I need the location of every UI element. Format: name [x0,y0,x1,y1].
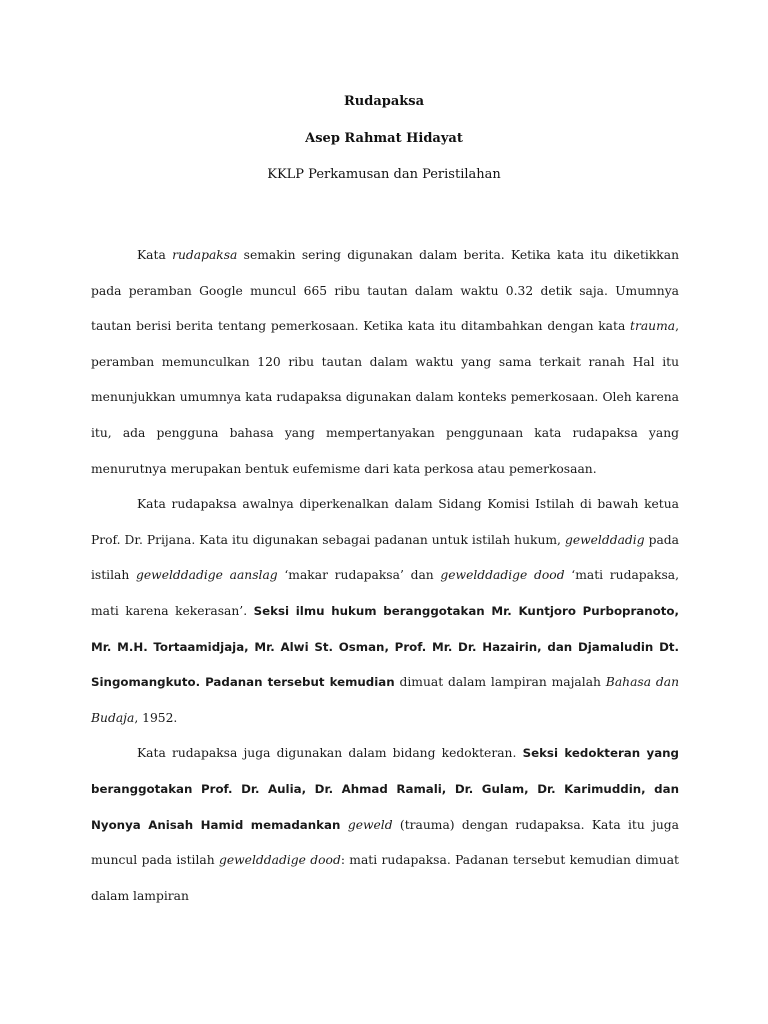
italic-term: trauma [630,319,676,334]
text-run: dimuat dalam lampiran majalah [394,675,606,690]
text-run: (trauma) dengan rudapaksa. Kata itu juga muncul pada istilah [91,817,680,868]
italic-term: Bahasa dan Budaja [91,675,679,725]
bold-run: Seksi ilmu hukum beranggotakan Mr. Kuntjoro Purbopranoto, Mr. M.H. Tortaamidjaja, Mr. Alwi St. Osman, Prof. Mr. Dr. Hazairin, dan Djamaludin Dt. Singomangkuto. Padanan tersebut kemudian [91,603,679,690]
document-title: Rudapaksa [343,94,425,109]
bold-run: Seksi kedokteran yang beranggotakan Prof. Dr. Aulia, Dr. Ahmad Ramali, Dr. Gulam, Dr. Karimuddin, dan Nyonya Anisah Hamid memadankan [91,746,680,832]
author-name: Asep Rahmat Hidayat [305,131,463,146]
text-run: , peramban memunculkan 120 ribu tautan dalam waktu yang sama terkait ranah Hal itu menunjukkan umumnya kata rudapaksa digunakan dalam konteks pemerkosaan. Oleh karena itu, ada pengguna bahasa yang mempertanyakan penggunaan kata rudapaksa yang menurutnya merupakan bentuk eufemisme dari kata perkosa atau pemerkosaan. [91,319,679,476]
affiliation: KKLP Perkamusan dan Peristilahan [267,167,501,182]
italic-term: geweld [347,817,393,832]
document-body [91,238,679,914]
text-run: Kata rudapaksa juga digunakan dalam bidang kedokteran. [137,746,523,761]
italic-term: gewelddadige dood [219,853,341,868]
italic-term: gewelddadig [564,532,645,547]
paragraph-3 [91,736,679,914]
italic-term: rudapaksa [172,248,238,262]
paragraph-1 [91,238,679,487]
paragraph-2 [91,487,679,736]
text-run: : mati rudapaksa. Padanan tersebut kemudian dimuat dalam lampiran [91,853,679,903]
text-run: ‘makar rudapaksa’ dan [277,568,441,583]
text-run: pada istilah [91,532,679,583]
text-run: ‘mati rudapaksa, mati karena kekerasan’. [91,568,679,618]
text-run: Kata [137,248,173,262]
italic-term: gewelddadige dood [440,568,565,583]
italic-term: gewelddadige aanslag [136,568,278,583]
text-run: , 1952. [134,710,178,725]
text-run: Kata rudapaksa awalnya diperkenalkan dalam Sidang Komisi Istilah di bawah ketua Prof. Dr. Prijana. Kata itu digunakan sebagai padanan untuk istilah hukum, [91,497,679,547]
text-run: semakin sering digunakan dalam berita. Ketika kata itu diketikkan pada peramban Google muncul 665 ribu tautan dalam waktu 0.32 detik saja. Umumnya tautan berisi berita tentang pemerkosaan. Ketika kata itu ditambahkan dengan kata [91,248,679,334]
